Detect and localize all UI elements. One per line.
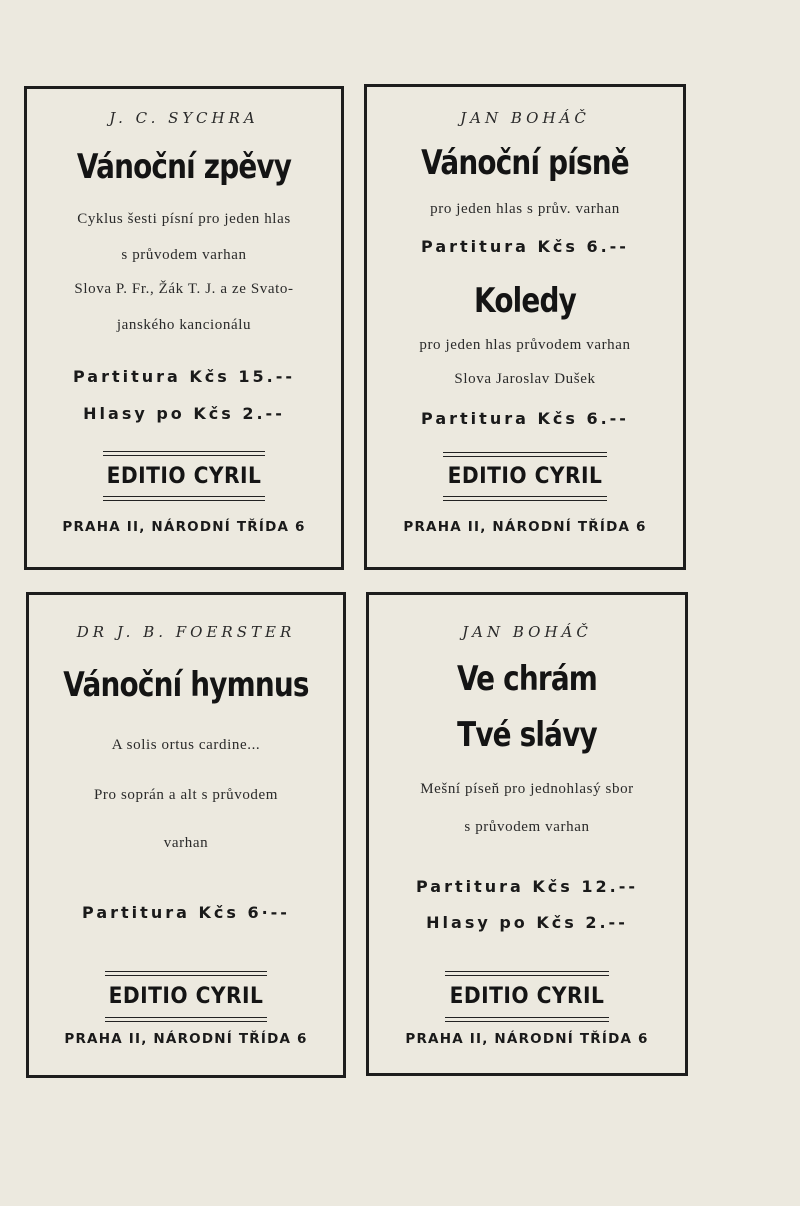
title-koledy: Koledy [474, 281, 576, 321]
divider [103, 496, 265, 497]
title-line: Ve chrám [456, 659, 598, 699]
publisher: EDITIO CYRIL [108, 984, 264, 1009]
address: PRAHA II, NÁRODNÍ TŘÍDA 6 [62, 519, 306, 535]
author: JAN BOHÁČ [460, 109, 590, 127]
author: DR J. B. FOERSTER [76, 623, 296, 641]
ad-sychra-vanocni-zpevy [24, 86, 344, 570]
price-line: Partitura Kčs 15.-- [72, 367, 295, 386]
price-line: Partitura Kčs 12.-- [415, 877, 638, 896]
divider [445, 971, 609, 972]
title: Vánoční hymnus [63, 665, 309, 705]
description-line: Slova P. Fr., Žák T. J. a ze Svato- [74, 281, 294, 297]
divider [105, 971, 267, 972]
description-line: janského kancionálu [116, 317, 252, 333]
address: PRAHA II, NÁRODNÍ TŘÍDA 6 [405, 1031, 649, 1047]
divider [443, 496, 607, 497]
description-line: pro jeden hlas průvodem varhan [419, 337, 631, 353]
publisher: EDITIO CYRIL [447, 464, 603, 489]
address: PRAHA II, NÁRODNÍ TŘÍDA 6 [64, 1031, 308, 1047]
divider [105, 975, 267, 976]
ad-bohac-vanocni-pisne-koledy [364, 84, 686, 570]
divider [105, 1021, 267, 1022]
description-line: Slova Jaroslav Dušek [454, 371, 596, 387]
publisher: EDITIO CYRIL [106, 464, 262, 489]
divider [445, 1021, 609, 1022]
description-line: Pro soprán a alt s průvodem [93, 787, 279, 803]
ad-bohac-ve-chram-tve-slavy [366, 592, 688, 1076]
description-line: A solis ortus cardine... [111, 737, 261, 753]
price-line: Partitura Kčs 6.-- [421, 237, 629, 256]
price-line: Partitura Kčs 6·-- [82, 903, 290, 922]
title: Vánoční zpěvy [76, 147, 292, 187]
description-line: Cyklus šesti písní pro jeden hlas [77, 211, 291, 227]
price-line: Partitura Kčs 6.-- [421, 409, 629, 428]
publisher: EDITIO CYRIL [449, 984, 605, 1009]
divider [443, 456, 607, 457]
ad-foerster-vanocni-hymnus [26, 592, 346, 1078]
description-line: pro jeden hlas s prův. varhan [430, 201, 620, 217]
description-line: s průvodem varhan [121, 247, 247, 263]
description-line: varhan [163, 835, 209, 851]
address: PRAHA II, NÁRODNÍ TŘÍDA 6 [403, 519, 647, 535]
description-line: Mešní píseň pro jednohlasý sbor [420, 781, 634, 797]
description-line: s průvodem varhan [464, 819, 590, 835]
price-line: Hlasy po Kčs 2.-- [426, 913, 628, 932]
divider [103, 451, 265, 452]
divider [443, 500, 607, 501]
divider [445, 1017, 609, 1018]
divider [103, 455, 265, 456]
title-line: Tvé slávy [457, 715, 597, 755]
author: JAN BOHÁČ [462, 623, 592, 641]
price-line: Hlasy po Kčs 2.-- [83, 404, 285, 423]
divider [105, 1017, 267, 1018]
title: Vánoční písně [421, 143, 629, 183]
author: J. C. SYCHRA [109, 109, 259, 127]
divider [443, 452, 607, 453]
divider [445, 975, 609, 976]
divider [103, 500, 265, 501]
